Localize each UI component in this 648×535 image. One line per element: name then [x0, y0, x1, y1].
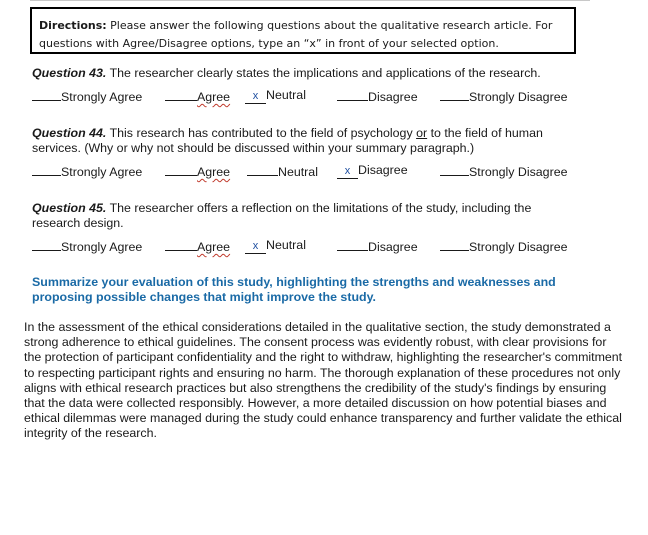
q43-neutral-label: Neutral — [266, 88, 306, 102]
q44-disagree-label: Disagree — [358, 163, 408, 177]
q45-option-agree[interactable] — [165, 238, 230, 254]
q44-strongly-agree-label: Strongly Agree — [61, 165, 143, 179]
directions-box — [30, 7, 576, 54]
question-45-number: Question 45. — [32, 201, 107, 215]
q44-strongly-disagree-blank[interactable] — [440, 163, 469, 176]
q43-option-strongly-agree[interactable] — [32, 88, 142, 104]
question-45 — [32, 201, 577, 231]
question-44-text-after: to the field of human services. (Why or why not should be discussed within your summary paragraph.) — [32, 126, 543, 155]
question-44-or: or — [416, 126, 428, 140]
question-43-options — [0, 88, 648, 104]
q44-neutral-blank[interactable] — [247, 163, 278, 176]
q45-option-strongly-agree[interactable] — [32, 238, 142, 254]
question-43-number: Question 43. — [32, 66, 107, 80]
q45-agree-label: Agree — [197, 240, 231, 254]
question-44-options — [0, 163, 648, 179]
question-45-options — [0, 238, 648, 254]
question-44-text-before: This research has contributed to the field of psychology — [106, 126, 417, 140]
q45-agree-blank[interactable] — [165, 238, 197, 251]
q44-option-disagree[interactable] — [337, 163, 408, 179]
question-45-text: The researcher offers a reflection on the limitations of the study, including the research design. — [32, 201, 532, 230]
question-43 — [32, 66, 592, 81]
q43-agree-label: Agree — [197, 90, 231, 104]
q43-option-agree[interactable] — [165, 88, 230, 104]
directions-text: Please answer the following questions about the qualitative research article. For questions with Agree/Disagree options, type an “x” in front of your selected option. — [39, 19, 553, 50]
question-44-number: Question 44. — [32, 126, 107, 140]
q43-disagree-blank[interactable] — [337, 88, 368, 101]
q43-option-neutral[interactable] — [245, 88, 306, 104]
question-43-text: The researcher clearly states the implications and applications of the research. — [106, 66, 541, 80]
q44-option-neutral[interactable] — [247, 163, 318, 179]
q43-strongly-agree-blank[interactable] — [32, 88, 61, 101]
page-top-rule — [30, 0, 590, 1]
q45-neutral-label: Neutral — [266, 238, 306, 252]
q43-strongly-disagree-label: Strongly Disagree — [469, 90, 568, 104]
q44-option-strongly-disagree[interactable] — [440, 163, 567, 179]
q43-agree-blank[interactable] — [165, 88, 197, 101]
q43-disagree-label: Disagree — [368, 90, 418, 104]
question-44 — [32, 126, 587, 156]
q44-strongly-agree-blank[interactable] — [32, 163, 61, 176]
q43-strongly-agree-label: Strongly Agree — [61, 90, 143, 104]
essay-response[interactable]: In the assessment of the ethical considerations detailed in the qualitative section, the study demonstrated a strong adherence to ethical guidelines. The consent process was evidently robust, with clear provisions for the protection of participant confidentiality and the right to withdraw, highlighting the researcher's commitment to respecting participant rights and ensuring no harm. The thorough explanation of these procedures not only aligns with ethical research practices but also strengthens the credibility of the study's findings by ensuring that the data were collected responsibly. However, a more detailed discussion on how potential biases and ethical dilemmas were managed during the study could enhance transparency and further validate the ethical integrity of the research. — [24, 320, 623, 441]
q44-option-agree[interactable] — [165, 163, 230, 179]
q43-strongly-disagree-blank[interactable] — [440, 88, 469, 101]
q43-neutral-selected-mark[interactable]: x — [245, 90, 266, 104]
q43-option-strongly-disagree[interactable] — [440, 88, 567, 104]
q45-option-strongly-disagree[interactable] — [440, 238, 567, 254]
summary-prompt: Summarize your evaluation of this study, highlighting the strengths and weaknesses and proposing possible changes that might improve the study. — [32, 275, 556, 304]
q45-option-disagree[interactable] — [337, 238, 418, 254]
q45-strongly-agree-label: Strongly Agree — [61, 240, 143, 254]
q44-agree-blank[interactable] — [165, 163, 197, 176]
q44-disagree-selected-mark[interactable]: x — [337, 165, 358, 179]
q43-option-disagree[interactable] — [337, 88, 418, 104]
q45-strongly-agree-blank[interactable] — [32, 238, 61, 251]
directions-label: Directions: — [39, 19, 107, 32]
q45-disagree-blank[interactable] — [337, 238, 368, 251]
q44-neutral-label: Neutral — [278, 165, 318, 179]
q45-disagree-label: Disagree — [368, 240, 418, 254]
q45-neutral-selected-mark[interactable]: x — [245, 240, 266, 254]
q44-option-strongly-agree[interactable] — [32, 163, 142, 179]
q44-agree-label: Agree — [197, 165, 231, 179]
q44-strongly-disagree-label: Strongly Disagree — [469, 165, 568, 179]
q45-option-neutral[interactable] — [245, 238, 306, 254]
q45-strongly-disagree-blank[interactable] — [440, 238, 469, 251]
q45-strongly-disagree-label: Strongly Disagree — [469, 240, 568, 254]
